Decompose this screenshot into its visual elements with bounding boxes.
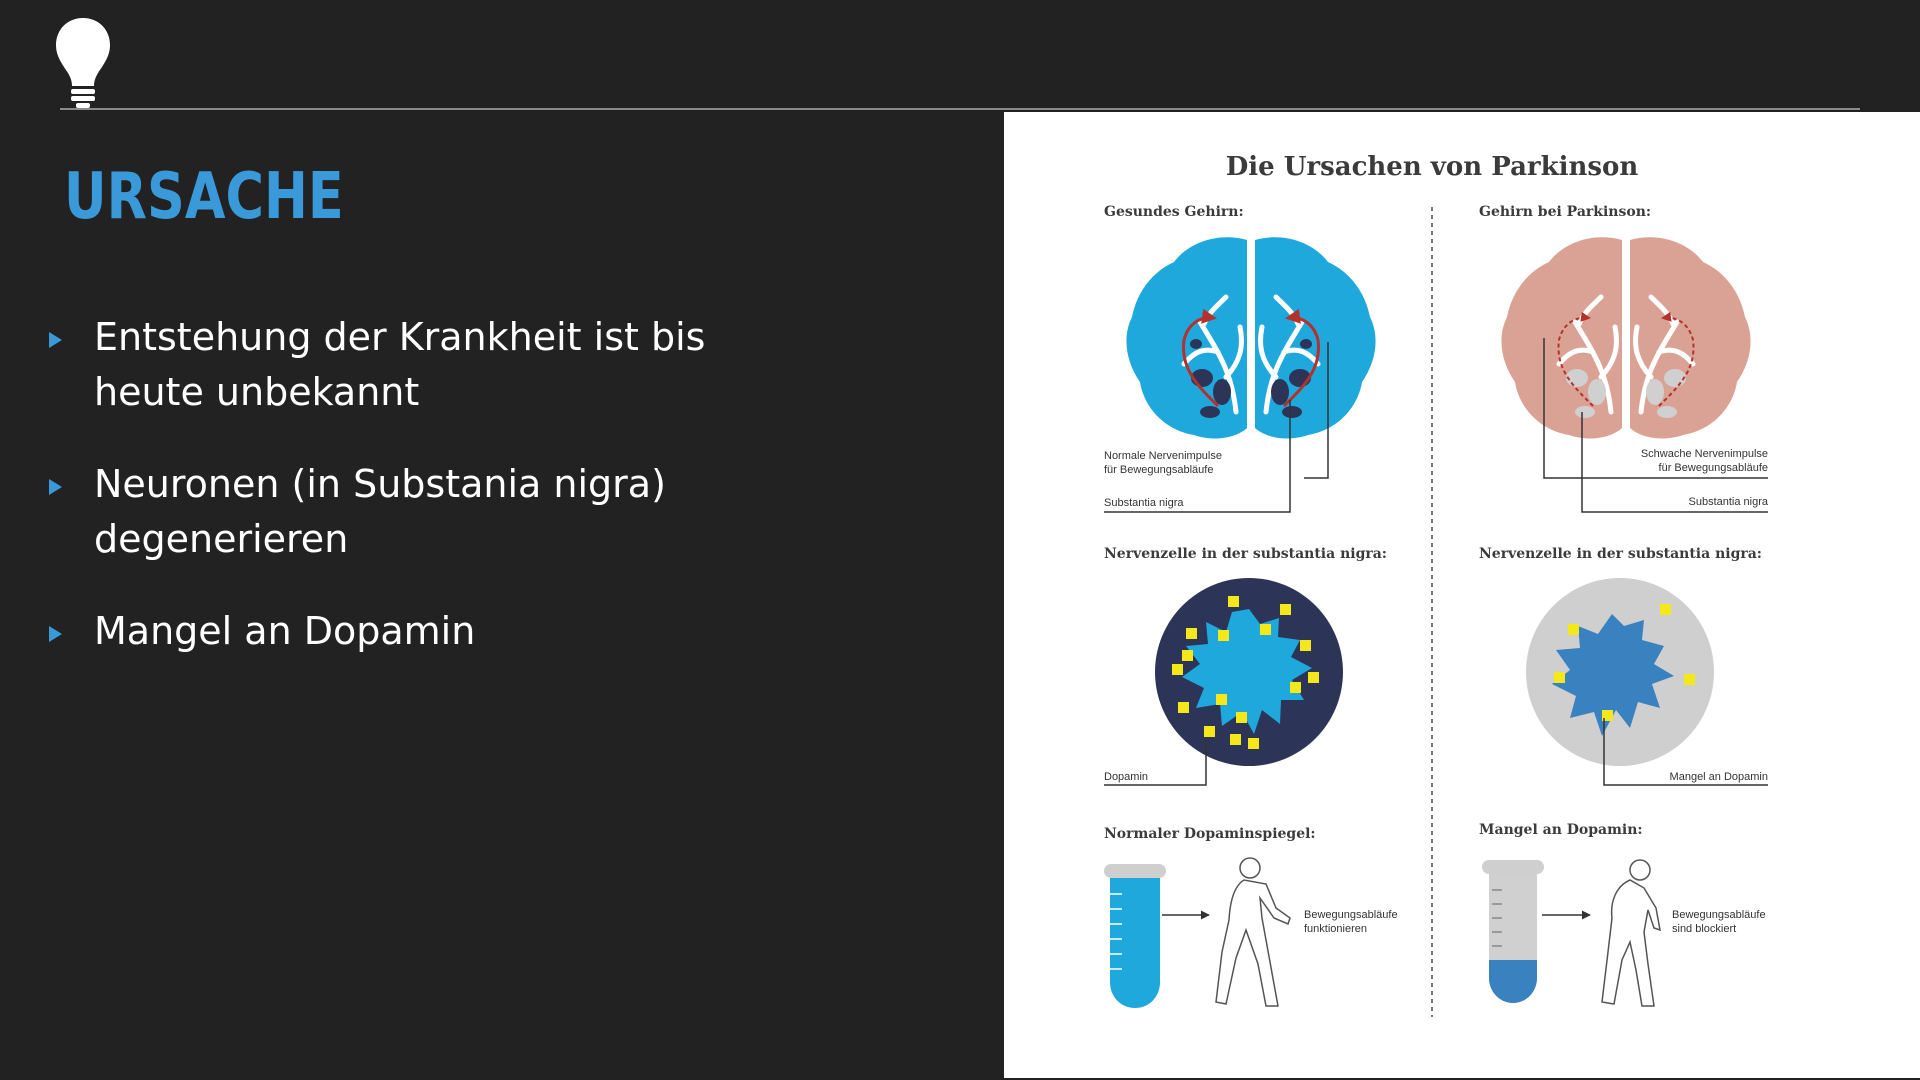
impulse-label: für Bewegungsabläufe: [1658, 462, 1768, 474]
bullet-line: Entstehung der Krankheit ist bis: [94, 315, 706, 359]
hunched-person-icon: [1602, 860, 1660, 1006]
healthy-brain-illustration: [1126, 237, 1375, 438]
bullet-arrow-icon: [49, 479, 62, 495]
parkinson-brain-heading: Gehirn bei Parkinson:: [1479, 204, 1652, 220]
movement-label: Bewegungsabläufe: [1304, 909, 1398, 921]
normal-level-heading: Normaler Dopaminspiegel:: [1104, 826, 1316, 842]
bullet-item: [46, 310, 946, 420]
bullet-line: Neuronen (in Substania nigra): [94, 462, 666, 506]
healthy-brain-heading: Gesundes Gehirn:: [1104, 204, 1244, 220]
bullet-line: degenerieren: [94, 517, 349, 561]
movement-label: sind blockiert: [1672, 923, 1737, 935]
bullet-line: Mangel an Dopamin: [94, 609, 476, 653]
healthy-neuron-illustration: [1155, 578, 1343, 766]
bullet-arrow-icon: [49, 626, 62, 642]
bullet-item: [46, 457, 946, 567]
bullet-item: [46, 604, 946, 659]
walking-person-icon: [1216, 858, 1290, 1006]
bullet-list: [46, 310, 946, 696]
substantia-label: Substantia nigra: [1688, 496, 1768, 508]
movement-label: Bewegungsabläufe: [1672, 909, 1766, 921]
dopamin-deficit-label: Mangel an Dopamin: [1669, 771, 1768, 783]
slide-title: URSACHE: [64, 160, 344, 234]
parkinson-infographic: [1004, 112, 1920, 1078]
parkinson-brain-illustration: [1501, 237, 1750, 438]
impulse-label: Schwache Nervenimpulse: [1640, 448, 1768, 460]
lightbulb-icon: [54, 16, 112, 110]
movement-label: funktionieren: [1304, 923, 1367, 935]
infographic-title: Die Ursachen von Parkinson: [1225, 152, 1639, 182]
full-test-tube-icon: [1104, 864, 1166, 1008]
bullet-line: heute unbekannt: [94, 370, 420, 414]
substantia-label: Substantia nigra: [1104, 497, 1184, 509]
dopamin-label: Dopamin: [1104, 771, 1149, 783]
impulse-label: für Bewegungsabläufe: [1104, 464, 1214, 476]
deficit-level-heading: Mangel an Dopamin:: [1479, 822, 1643, 838]
parkinson-cell-heading: Nervenzelle in der substantia nigra:: [1479, 546, 1762, 562]
healthy-cell-heading: Nervenzelle in der substantia nigra:: [1104, 546, 1387, 562]
impulse-label: Normale Nervenimpulse: [1104, 450, 1222, 462]
header-divider: [60, 108, 1860, 110]
bullet-arrow-icon: [49, 332, 62, 348]
degenerated-neuron-illustration: [1526, 578, 1714, 766]
low-test-tube-icon: [1482, 860, 1544, 1003]
